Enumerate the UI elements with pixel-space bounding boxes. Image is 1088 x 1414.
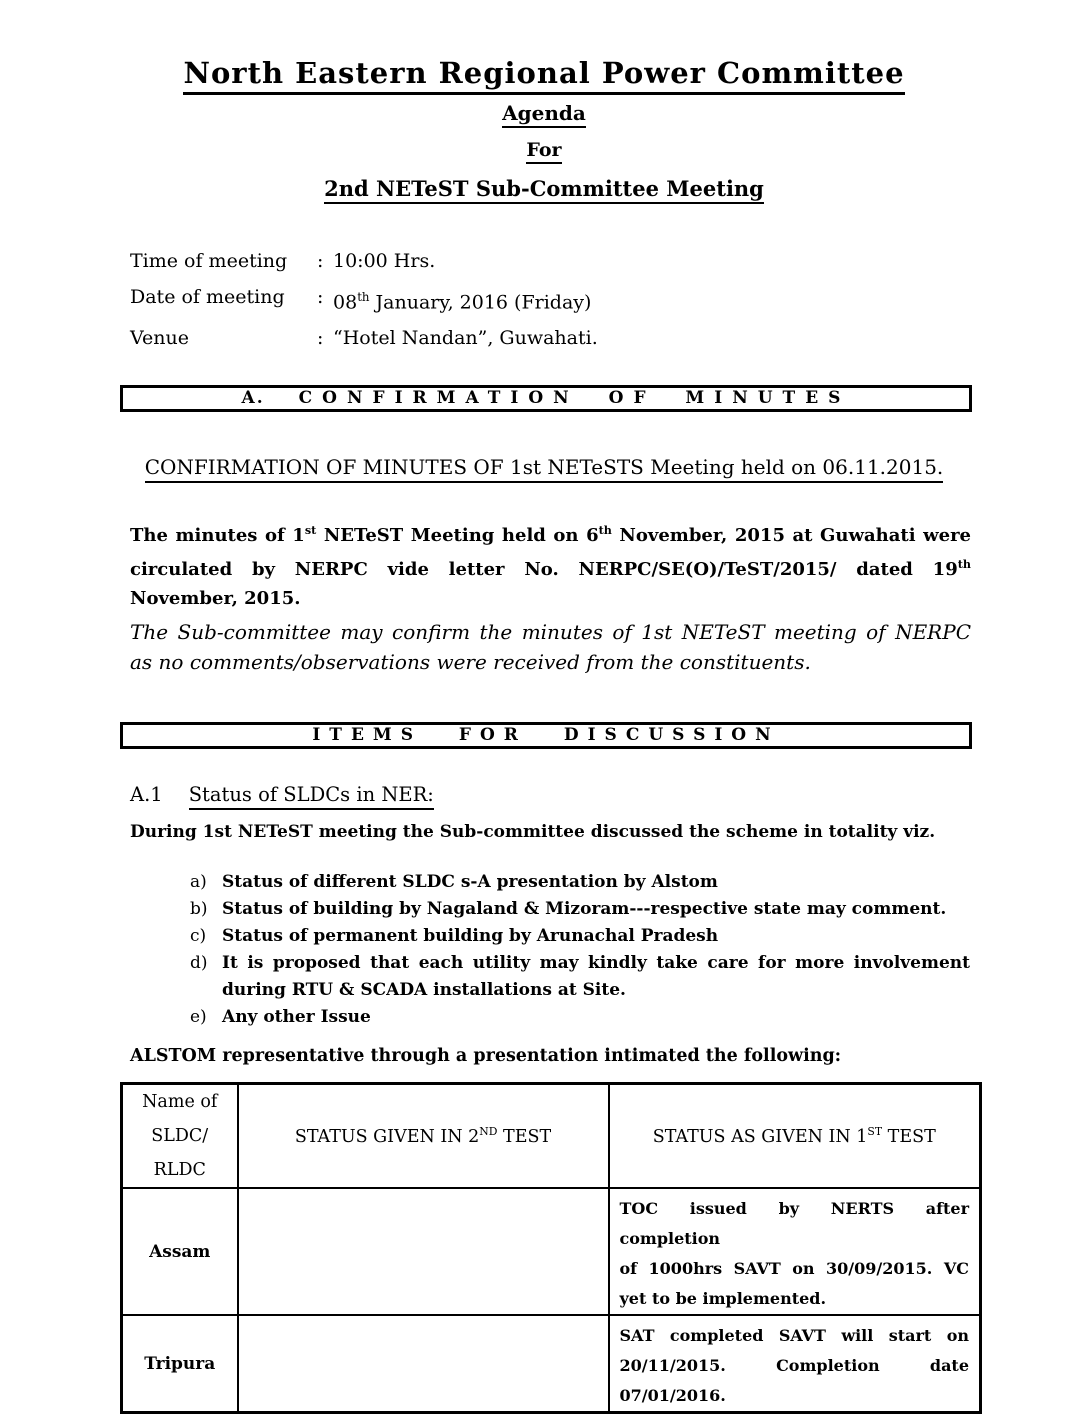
meeting-venue-value: “Hotel Nandan”, Guwahati.	[333, 327, 598, 350]
subtitle-meeting-name: 2nd NETeST Sub-Committee Meeting	[324, 176, 764, 204]
items-discussion-heading: ITEMS FOR DISCUSSION	[312, 725, 780, 745]
heading-a1-number: A.1	[130, 783, 163, 806]
meeting-time-row: Time of meeting : 10:00 Hrs.	[130, 243, 598, 279]
meeting-info	[130, 243, 598, 356]
meeting-date-label: Date of meeting	[130, 286, 285, 308]
row-name: Tripura	[122, 1315, 238, 1413]
meeting-date-value: 08th January, 2016 (Friday)	[333, 290, 592, 314]
during-meeting-line: During 1st NETeST meeting the Sub-committee discussed the scheme in totality viz.	[130, 822, 936, 842]
table-row-tripura	[122, 1315, 981, 1413]
title-row	[0, 56, 1088, 90]
table-header-status-2nd: STATUS GIVEN IN 2ND TEST	[238, 1084, 609, 1189]
subtitle-for: For	[526, 139, 561, 164]
list-marker: e)	[190, 1007, 207, 1027]
table-header-status-1st: STATUS AS GIVEN IN 1ST TEST	[609, 1084, 981, 1189]
row-status-2nd	[238, 1188, 609, 1315]
heading-a1	[130, 783, 434, 806]
meeting-venue-row: Venue : “Hotel Nandan”, Guwahati.	[130, 320, 598, 356]
discussion-list	[190, 869, 970, 1031]
row-status-2nd	[238, 1315, 609, 1413]
list-item-a	[190, 869, 970, 896]
sldc-status-table	[120, 1082, 982, 1414]
minutes-paragraph: The minutes of 1st NETeST Meeting held on 6th November, 2015 at Guwahati were circulated by NERPC vide letter No. NERPC/SE(O)/TeST/2015/ dated 19th November, 2015.	[130, 524, 971, 609]
table-row-assam	[122, 1188, 981, 1315]
section-a-box	[120, 385, 972, 412]
meeting-time-value: 10:00 Hrs.	[333, 250, 436, 272]
list-item-e	[190, 1004, 970, 1031]
subtitle-agenda-row	[0, 101, 1088, 125]
confirmation-heading: CONFIRMATION OF MINUTES OF 1st NETeSTS Meeting held on 06.11.2015.	[145, 455, 944, 483]
list-marker: d)	[190, 953, 208, 973]
section-a-heading: CONFIRMATION OF MINUTES	[298, 388, 851, 408]
alstom-intro-line: ALSTOM representative through a presentation intimated the following:	[130, 1046, 842, 1066]
row-name: Assam	[122, 1188, 238, 1315]
meeting-venue-label: Venue	[130, 327, 189, 350]
table-header-name: Name of SLDC/ RLDC	[122, 1084, 238, 1189]
meeting-date-row: Date of meeting : 08th January, 2016 (Friday)	[130, 279, 598, 320]
subtitle-agenda: Agenda	[502, 101, 586, 128]
list-item-text: Status of permanent building by Arunachal Pradesh	[222, 926, 719, 946]
list-marker: a)	[190, 872, 207, 892]
confirmation-heading-row	[0, 455, 1088, 479]
subtitle-for-row	[0, 139, 1088, 161]
row-status-1st: TOC issued by NERTS after completion of 1000hrs SAVT on 30/09/2015. VC yet to be implemented.	[609, 1188, 981, 1315]
list-item-text: Status of different SLDC s-A presentation by Alstom	[222, 872, 718, 892]
row-status-1st: SAT completed SAVT will start on 20/11/2015. Completion date 07/01/2016.	[609, 1315, 981, 1413]
note-paragraph: The Sub-committee may confirm the minutes of 1st NETeST meeting of NERPC as no comments/observations were received from the constituents.	[130, 620, 971, 674]
list-item-b	[190, 896, 970, 923]
list-item-d	[190, 950, 970, 1004]
subtitle-meeting-row	[0, 176, 1088, 201]
table-header-row	[122, 1084, 981, 1189]
list-item-c	[190, 923, 970, 950]
list-item-text: Any other Issue	[222, 1007, 371, 1027]
list-item-text: Status of building by Nagaland & Mizoram---respective state may comment.	[222, 899, 947, 919]
meeting-time-label: Time of meeting	[130, 250, 288, 272]
list-marker: c)	[190, 926, 207, 946]
heading-a1-title: Status of SLDCs in NER:	[189, 783, 434, 810]
items-discussion-box	[120, 722, 972, 749]
list-marker: b)	[190, 899, 208, 919]
section-a-prefix: A.	[241, 388, 265, 408]
page-title: North Eastern Regional Power Committee	[183, 56, 904, 95]
list-item-text: It is proposed that each utility may kindly take care for more involvement during RTU & SCADA installations at Site.	[222, 953, 970, 1000]
